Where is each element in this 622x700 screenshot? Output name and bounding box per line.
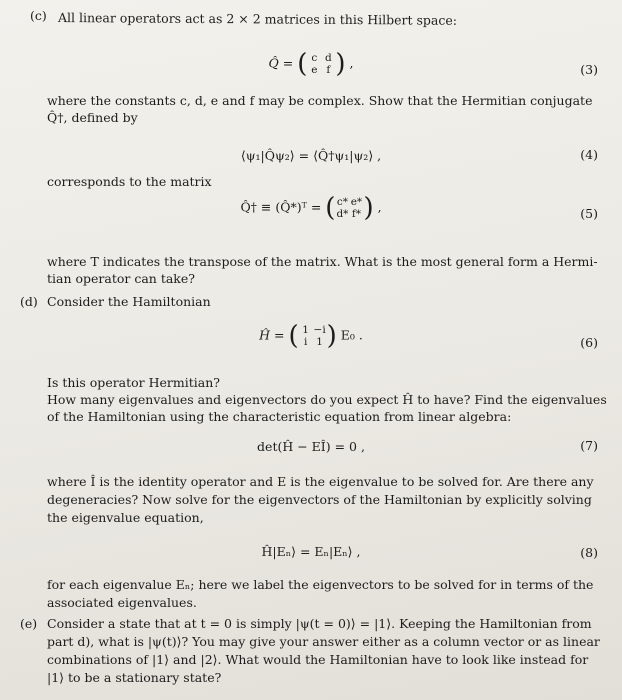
equation-6 — [0, 321, 622, 351]
equation-4: ⟨ψ₁|Q̂ψ₂⟩ = ⟨Q̂†ψ₁|ψ₂⟩ , — [240, 148, 382, 163]
part-c-line-6: tian operator can take? — [47, 271, 195, 286]
eq4-number: (4) — [580, 147, 598, 162]
part-e-line-3: combinations of |1⟩ and |2⟩. What would the Hamiltonian have to look like instead for — [47, 652, 589, 667]
part-d-line-7: the eigenvalue equation, — [47, 510, 204, 525]
part-c-line-3: Q̂†, defined by — [47, 110, 138, 125]
eq8-number: (8) — [580, 545, 598, 560]
eq3-matrix: ( c d e f ) — [297, 49, 346, 79]
eq7-number: (7) — [580, 438, 598, 453]
part-d-line-6: degeneracies? Now solve for the eigenvectors of the Hamiltonian by explicitly solving — [47, 492, 592, 507]
part-d-line-2: Is this operator Hermitian? — [47, 375, 220, 390]
equation-3: Q̂ = ( c d e f ) , — [268, 49, 354, 79]
equation-7: det(Ĥ − EÎ) = 0 , — [257, 439, 365, 454]
part-d-line-8: for each eigenvalue Eₙ; here we label the eigenvectors to be solved for in terms of the — [47, 577, 594, 592]
eq6-rhs: E₀ . — [340, 327, 363, 343]
part-e-line-2: part d), what is |ψ(t)⟩? You may give your answer either as a column vector or as linear — [47, 634, 600, 649]
eq3-lhs: Q̂ = — [268, 55, 294, 71]
part-e-line-4: |1⟩ to be a stationary state? — [47, 670, 222, 685]
part-c-label: (c) — [30, 8, 47, 23]
eq5-number: (5) — [580, 206, 598, 221]
part-c-line-5: where T indicates the transpose of the matrix. What is the most general form a Hermi- — [47, 254, 598, 269]
part-c-line-2: where the constants c, d, e and f may be complex. Show that the Hermitian conjugate — [47, 93, 593, 108]
eq5-lhs: Q̂† ≡ (Q̂*)ᵀ = — [240, 199, 322, 215]
part-c-line-4: corresponds to the matrix — [47, 174, 212, 189]
eq5-matrix: ( c* e* d* f* ) — [325, 193, 374, 223]
eq6-lhs: Ĥ = — [259, 327, 285, 343]
equation-8: Ĥ|Eₙ⟩ = Eₙ|Eₙ⟩ , — [261, 544, 361, 559]
part-d-line-5: where Î is the identity operator and E is the eigenvalue to be solved for. Are there any — [47, 474, 594, 489]
part-d-line-4: of the Hamiltonian using the characteristic equation from linear algebra: — [47, 409, 512, 424]
eq3-number: (3) — [580, 62, 598, 77]
part-e-line-1: Consider a state that at t = 0 is simply |ψ(t = 0)⟩ = |1⟩. Keeping the Hamiltonian from — [47, 616, 592, 631]
part-d-line-1: Consider the Hamiltonian — [47, 294, 211, 309]
part-d-line-9: associated eigenvalues. — [47, 595, 197, 610]
equation-5: Q̂† ≡ (Q̂*)ᵀ = ( c* e* d* f* ) , — [240, 193, 382, 223]
part-d-line-3: How many eigenvalues and eigenvectors do you expect Ĥ to have? Find the eigenvalues — [47, 392, 607, 407]
part-d-label: (d) — [20, 294, 38, 309]
part-c-line-1: All linear operators act as 2 × 2 matrices in this Hilbert space: — [57, 10, 458, 28]
part-e-label: (e) — [20, 616, 38, 631]
eq6-matrix: ( 1 −i i 1 ) — [288, 321, 337, 351]
eq6-number: (6) — [580, 335, 598, 350]
